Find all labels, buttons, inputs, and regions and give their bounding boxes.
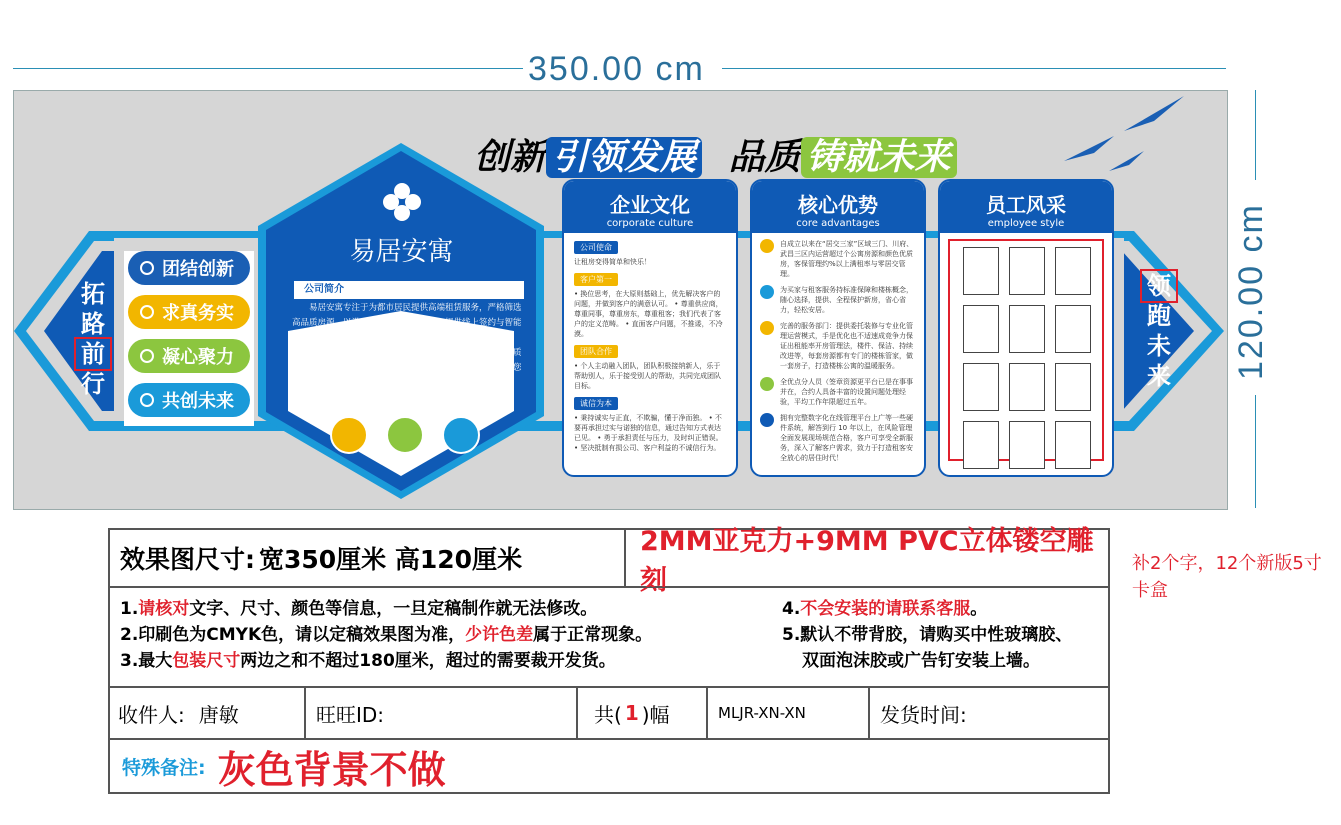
culture-panel-header (564, 181, 736, 233)
culture-tag: 诚信为本 (574, 397, 618, 410)
remark-cell (109, 739, 1109, 793)
slogan-part3: 品质 (728, 137, 801, 178)
photo-grid (948, 239, 1104, 461)
receiver-cell (109, 687, 305, 739)
note-4: 4.不会安装的请联系客服。 (782, 599, 988, 619)
height-dimension-line-bottom (1255, 395, 1256, 508)
slogan-part1: 创新 (474, 137, 547, 178)
width-dimension-label: 350.00 cm (528, 50, 705, 88)
company-section-title: 公司简介 (294, 281, 524, 299)
company-body: 易居安寓专注于为都市居民提供高端租赁服务，严格筛选高品质房源，以满足年轻群体租房需求，提供线上签约与智能居家管理系统等在内的一站式租赁服务平台，为租户打造舒适、便捷、安心的居住环境。我们创新研发多元化的租房优质产品，为您精心定制租赁委托方案。易居安寓，租房无忧，您的安心之选！ (292, 303, 522, 388)
employee-title: 员工风采 (986, 193, 1066, 217)
left-sign-text (76, 279, 110, 399)
side-note: 补2个字，12个新版5寸卡盒 (1132, 553, 1322, 601)
note-1: 1.请核对文字、尺寸、颜色等信息，一旦定稿制作就无法修改。 (120, 599, 598, 619)
notes-left (120, 596, 780, 674)
culture-tag: 客户第一 (574, 273, 618, 286)
home-icon (386, 416, 424, 454)
note-3: 3.最大包装尺寸两边之和不超过180厘米，超过的需要裁开发货。 (120, 651, 616, 671)
right-sign-text (1142, 271, 1176, 391)
company-icons (330, 416, 480, 452)
photo-frame (1055, 421, 1091, 469)
value-pill: 团结创新 (128, 251, 250, 285)
advantage-icon (760, 239, 774, 253)
advantages-list (752, 233, 924, 469)
remark-label: 特殊备注: (122, 756, 206, 779)
left-sign-char: 路 (81, 310, 105, 338)
hand-icon (330, 416, 368, 454)
culture-text: • 秉持诚实与正直，不欺骗，懂于净而独。 • 不要再承担过实与诺独的信息，通过告知方式表达已见。 • 勇于承担责任与压力，及时纠正错误。 • 坚决抵制有损公司、客户利益的不诚信行为。 (574, 414, 723, 452)
design-preview (13, 90, 1228, 510)
size-cell (109, 529, 625, 587)
photo-frame (1009, 305, 1045, 353)
advantage-item: 为买家与租客服务持标准保障和楼栋概念，随心选择，提供、全程保护新房，省心省力，轻松安居。 (760, 285, 916, 315)
employee-panel (938, 179, 1114, 477)
right-sign-char: 未 (1147, 332, 1171, 360)
employee-panel-header (940, 181, 1112, 233)
slogan-part2: 引领发展 (546, 137, 702, 178)
photo-frame (1055, 247, 1091, 295)
receiver-label: 收件人: (118, 702, 185, 727)
advantage-item: 自成立以来在“居交三家”区域三门、川府、武昌三区内运营超过个公寓房源和颜色优质房，客保管理约%以上满租率与零居交管理。 (760, 239, 916, 279)
height-dimension-label: 120.00 cm (1232, 203, 1270, 380)
note-5-line2: 双面泡沫胶或广告钉安装上墙。 (802, 651, 1040, 671)
photo-frame (963, 305, 999, 353)
left-sign-char-highlighted: 前 (76, 339, 110, 369)
advantage-item: 完善的服务部门：提供委托装修与专业化管理运营模式，手是优化也不适速成竞争力保证出租能率开房管理法，楼件、保洁、持续改进等，每套房源都有专门的楼栋管家，做一套房子，打造楼栋公寓的温暖服务。 (760, 321, 916, 371)
culture-panel (562, 179, 738, 477)
photo-frame (1009, 247, 1045, 295)
photo-frame (1055, 363, 1091, 411)
advantages-subtitle: core advantages (796, 218, 880, 229)
culture-text: 让租房变得简单和快乐！ (574, 258, 651, 266)
photo-frame (1055, 305, 1091, 353)
spec-table (108, 528, 1110, 794)
left-sign-char: 拓 (81, 280, 105, 308)
advantages-panel-header (752, 181, 924, 233)
slogan-part4: 铸就未来 (801, 137, 957, 178)
value-pill: 凝心聚力 (128, 339, 250, 373)
culture-title: 企业文化 (610, 193, 690, 217)
advantage-icon (760, 285, 774, 299)
note-2: 2.印刷色为CMYK色，请以定稿效果图为准，少许色差属于正常现象。 (120, 625, 653, 645)
right-sign-char-highlighted: 领 (1142, 271, 1176, 301)
culture-text: • 换位思考，在大原则基础上，优先解决客户的问题，并做到客户的满意认可。 • 尊重供应商，尊重同事，尊重房东，尊重租客；我们代表了客户的定义范畴。 • 直面客户问题，不推诿，不冷漠。 (574, 290, 723, 338)
count-cell: 共( 1 )幅 (577, 687, 707, 739)
culture-subtitle: corporate culture (606, 218, 694, 229)
slogan (474, 129, 957, 180)
advantages-panel (750, 179, 926, 477)
width-dimension-line-right (722, 68, 1226, 69)
note-5-line1: 5.默认不带背胶，请购买中性玻璃胶、 (782, 625, 1073, 645)
size-label: 效果图尺寸: (120, 545, 255, 574)
employee-subtitle: employee style (987, 218, 1065, 229)
left-sign-char: 行 (81, 370, 105, 398)
advantage-item: 全优点分人员（签章资源更平台已是在事事并在，合约人具备丰富的设置问题处理经验，平均工作年限超过五年。 (760, 377, 916, 407)
material-cell: 2MM亚克力+9MM PVC立体镂空雕刻 (625, 529, 1109, 587)
photo-frame (963, 421, 999, 469)
photo-frame (963, 247, 999, 295)
paper-plane-icon (1034, 91, 1194, 171)
photo-frame (1009, 363, 1045, 411)
advantage-icon (760, 413, 774, 427)
right-sign-char: 跑 (1147, 302, 1171, 330)
culture-tag: 公司使命 (574, 241, 618, 254)
value-pill: 共创未来 (128, 383, 250, 417)
value-pill: 求真务实 (128, 295, 250, 329)
notes-right (782, 596, 1102, 674)
right-sign-char: 来 (1147, 362, 1171, 390)
clover-logo-icon (379, 179, 425, 225)
photo-frame (963, 363, 999, 411)
notes-cell (109, 587, 1109, 687)
advantages-title: 核心优势 (798, 193, 878, 217)
values-panel (124, 251, 254, 426)
culture-tag: 团队合作 (574, 345, 618, 358)
advantage-item: 拥有完整数字化在线管理平台上广等一些硬件系统，解答到行 10 年以上，在风险管理全面发展现场规范合格，客户可享受全新服务，深入了解客户需求，致力于打造租客安全放心的居住时代！ (760, 413, 916, 463)
wangwang-cell: 旺旺ID: (305, 687, 577, 739)
ship-time-cell: 发货时间: (869, 687, 1109, 739)
culture-text: • 个人主动融入团队，团队积极接纳新人，乐于帮助别人，乐于接受别人的帮助，共同完成团队目标。 (574, 362, 721, 390)
size-value: 宽350厘米 高120厘米 (259, 545, 523, 574)
code-cell: MLJR-XN-XN (707, 687, 869, 739)
width-dimension-line-left (13, 68, 523, 69)
advantage-icon (760, 377, 774, 391)
advantage-icon (760, 321, 774, 335)
house-icon (442, 416, 480, 454)
receiver-name: 唐敏 (198, 702, 239, 727)
height-dimension-line-top (1255, 90, 1256, 180)
company-name: 易居安寓 (349, 237, 454, 267)
remark-value: 灰色背景不做 (217, 747, 446, 792)
photo-frame (1009, 421, 1045, 469)
